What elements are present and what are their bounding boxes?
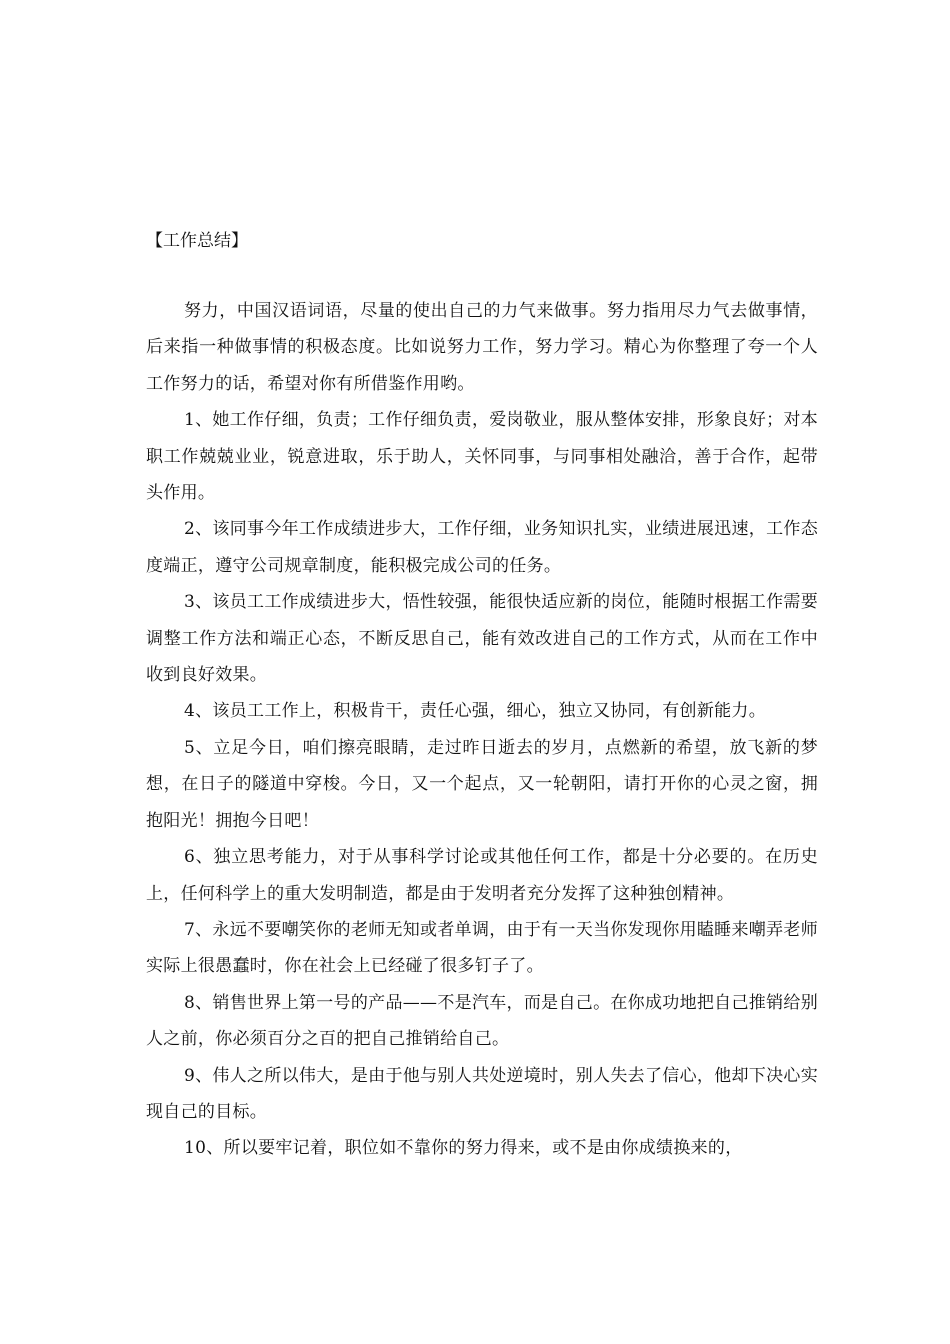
document-heading: 【工作总结】	[146, 231, 248, 251]
intro-paragraph: 努力，中国汉语词语，尽量的使出自己的力气来做事。努力指用尽力气去做事情，后来指一种做事情的积极态度。比如说努力工作，努力学习。精心为你整理了夸一个人工作努力的话，希望对你有所借鉴作用哟。	[146, 301, 818, 394]
list-item-10: 10、所以要牢记着，职位如不靠你的努力得来，或不是由你成绩换来的，	[184, 1138, 743, 1159]
list-item-8: 8、销售世界上第一号的产品——不是汽车，而是自己。在你成功地把自己推销给别人之前，你必须百分之百的把自己推销给自己。	[146, 992, 818, 1050]
document-body	[146, 293, 818, 1167]
list-item-9: 9、伟人之所以伟大，是由于他与别人共处逆境时，别人失去了信心，他却下决心实现自己的目标。	[146, 1065, 818, 1122]
list-item-5: 5、立足今日，咱们擦亮眼睛，走过昨日逝去的岁月，点燃新的希望，放飞新的梦想，在日子的隧道中穿梭。今日，又一个起点，又一轮朝阳，请打开你的心灵之窗，拥抱阳光！拥抱今日吧！	[146, 737, 818, 831]
list-item-4: 4、该员工工作上，积极肯干，责任心强，细心，独立又协同，有创新能力。	[184, 701, 767, 722]
list-item-6: 6、独立思考能力，对于从事科学讨论或其他任何工作，都是十分必要的。在历史上，任何科学上的重大发明制造，都是由于发明者充分发挥了这种独创精神。	[146, 847, 818, 904]
list-item-2: 2、该同事今年工作成绩进步大，工作仔细，业务知识扎实，业绩进展迅速，工作态度端正，遵守公司规章制度，能积极完成公司的任务。	[146, 519, 818, 576]
list-item-7: 7、永远不要嘲笑你的老师无知或者单调，由于有一天当你发现你用瞌睡来嘲弄老师实际上很愚蠢时，你在社会上已经碰了很多钉子了。	[146, 919, 818, 977]
list-item-1: 1、她工作仔细，负责；工作仔细负责，爱岗敬业，服从整体安排，形象良好；对本职工作兢兢业业，锐意进取，乐于助人，关怀同事，与同事相处融洽，善于合作，起带头作用。	[146, 410, 818, 504]
list-item-3: 3、该员工工作成绩进步大，悟性较强，能很快适应新的岗位，能随时根据工作需要调整工作方法和端正心态，不断反思自己，能有效改进自己的工作方式，从而在工作中收到良好效果。	[146, 592, 818, 686]
